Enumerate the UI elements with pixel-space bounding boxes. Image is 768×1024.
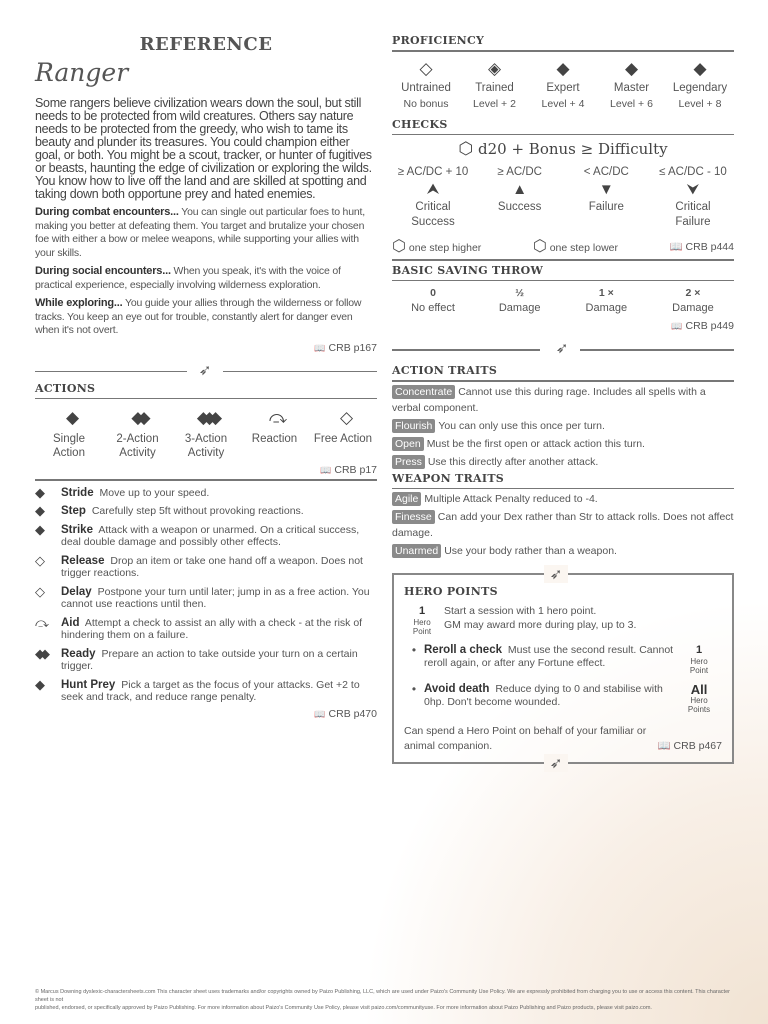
social-paragraph: During social encounters... When you speak, it's with the voice of practical experience, especially involving wilderness exploration. — [35, 265, 341, 291]
hero-reroll: • Reroll a check Must use the second result. Cannot reroll again, or after any Fortune effect. 1 Hero Point — [404, 644, 722, 675]
right-column — [392, 34, 734, 772]
bow-arrow-icon: ➶ — [544, 754, 568, 772]
book-icon: 📖 — [314, 342, 326, 353]
actions-crb: 📖 CRB p17 — [320, 464, 377, 476]
section-divider — [392, 342, 734, 356]
trait-tag: Agile — [392, 492, 421, 506]
action-delay: ◇ Delay Postpone your turn until later; jump in as a free action. You cannot use reactions until then. — [35, 583, 370, 610]
action-type-two: ◆◆ 2-Action Activity — [104, 407, 172, 460]
crb-reference: 📖 CRB p167 — [314, 341, 377, 354]
action-ready: ◆◆ Ready Prepare an action to take outside your turn on a certain trigger. — [35, 645, 358, 672]
d20-down-icon: ⬡ — [532, 238, 547, 255]
action-aid: ⤼ Aid Attempt a check to assist an ally with a check - at the risk of hindering them on a failure. — [35, 614, 363, 641]
proficiency-untrained: ◇ Untrained No bonus — [392, 58, 460, 110]
class-name: Ranger — [35, 58, 129, 87]
bow-arrow-icon: ➶ — [544, 565, 568, 583]
reaction-icon: ⤼ — [268, 408, 281, 427]
book-icon: 📖 — [657, 740, 671, 752]
step-down: ⬡ one step lower — [532, 238, 618, 255]
book-icon: 📖 — [671, 321, 683, 331]
step-row — [392, 236, 734, 256]
bullet-icon: • — [411, 643, 417, 657]
trait-tag: Flourish — [392, 419, 435, 433]
trait-tag: Concentrate — [392, 385, 455, 399]
book-icon: 📖 — [314, 708, 326, 719]
action-type-single: ◆ Single Action — [35, 407, 103, 460]
hero-point-badge: All Hero Points — [687, 682, 711, 714]
checks-rule — [392, 134, 734, 136]
trait-tag: Unarmed — [392, 544, 441, 558]
class-intro: Some rangers believe civilization wears down the soul, but still needs to be protected from wild creatures. Others say nature needs to be protected from the greedy, who wish to tame its beauty and plunder its treasures. You could champion either goal, or both. You might be a scout, tracker, or hunter of fugitives or beasts, haunting the edge of civilization or exploring the wilds. You know how to live off the land and are skilled at spotting and taking down both opportune prey and hated enemies. — [35, 96, 372, 201]
hero-familiar-row: Can spend a Hero Point on behalf of your familiar or animal companion. 📖 CRB p467 — [404, 725, 722, 752]
checks-heading: CHECKS — [392, 117, 448, 131]
left-column — [35, 34, 377, 720]
single-action-icon: ◆ — [65, 408, 73, 427]
untrained-icon: ◇ — [419, 58, 433, 78]
hero-avoid-death: • Avoid death Reduce dying to 0 and stabilise with 0hp. Don't become wounded. All Hero Points — [404, 683, 722, 714]
actions-rule — [35, 398, 377, 400]
action-type-three: ◆◆◆ 3-Action Activity — [172, 407, 240, 460]
trait-tag: Finesse — [392, 510, 435, 524]
action-traits-rule — [392, 380, 734, 382]
hero-point-badge: 1 Hero Point — [689, 644, 709, 675]
actions-list-rule — [35, 479, 377, 481]
saving-crb: 📖 CRB p449 — [671, 320, 734, 332]
social-lead: During social encounters... — [35, 265, 171, 277]
trait-press: Press Use this directly after another attack. — [392, 454, 734, 470]
save-double: 2 × Damage — [672, 287, 714, 314]
combat-lead: During combat encounters... — [35, 206, 179, 218]
three-action-icon: ◆◆◆ — [196, 408, 216, 427]
book-icon: 📖 — [320, 465, 332, 475]
legendary-icon: ◆ — [693, 58, 707, 78]
proficiency-levels — [392, 58, 734, 110]
critical-success-icon: ⮝ — [426, 181, 440, 198]
two-action-icon: ◆◆ — [35, 645, 45, 661]
weapon-traits-rule — [392, 488, 734, 490]
bow-arrow-icon: ➶ — [555, 340, 569, 357]
saving-top-rule — [392, 259, 734, 261]
expert-icon: ◆ — [556, 58, 570, 78]
hero-crb: 📖 CRB p467 — [657, 740, 722, 752]
d20-up-icon: ⬡ — [392, 238, 406, 255]
master-icon: ◆ — [624, 58, 639, 78]
footer-legal: © Marcus Downing dyslexic-charactersheets.com This character sheet uses trademarks and/or copyrights owned by Paizo Publishing, LLC, which are used under Paizo's Community Use Policy. We are expressly prohibited from charging you to use or access this content. This character sheet is not published, endorsed, or specifically approved by Paizo Publishing. For more information about Paizo's Community Use Policy, please visit paizo.com/communityuse. For more information about Paizo Publishing and Paizo products, please visit paizo.com. — [35, 989, 730, 1011]
check-critical-failure: ≤ AC/DC - 10 ⮟ Critical Failure — [652, 165, 734, 230]
bow-arrow-icon: ➶ — [198, 361, 212, 379]
save-full: 1 × Damage — [585, 287, 628, 314]
action-stride: ◆ Stride Move up to your speed. — [35, 484, 210, 500]
free-action-icon: ◇ — [35, 552, 40, 568]
hero-points-start: 1 Hero Point Start a session with 1 hero point. GM may award more during play, up to 3. — [404, 604, 722, 636]
single-action-icon: ◆ — [35, 503, 40, 518]
combat-paragraph: During combat encounters... You can single out particular foes to hunt, making you better at defeating them. You target and brutalize your chosen foe with either a bow or melee weapons, while supporting your allies with your skills. — [35, 206, 365, 259]
single-action-icon: ◆ — [35, 484, 40, 500]
reference-title: REFERENCE — [139, 34, 273, 55]
exploring-lead: While exploring... — [35, 297, 123, 309]
proficiency-legendary: ◆ Legendary Level + 8 — [666, 58, 734, 110]
section-divider — [35, 361, 377, 379]
book-icon: 📖 — [669, 240, 683, 253]
check-results — [392, 165, 734, 230]
exploring-paragraph: While exploring... You guide your allies through the wilderness or follow tracks. You keep an eye out for trouble, constantly alert for danger even when it's not overt. — [35, 297, 362, 336]
proficiency-rule — [392, 50, 734, 52]
trait-finesse: Finesse Can add your Dex rather than Str to attack rolls. Does not affect damage. — [392, 511, 734, 539]
proficiency-expert: ◆ Expert Level + 4 — [529, 58, 597, 110]
actions-heading: ACTIONS — [35, 381, 96, 395]
action-traits-heading: ACTION TRAITS — [392, 364, 498, 377]
hero-points-heading: HERO POINTS — [404, 585, 498, 598]
two-action-icon: ◆◆ — [131, 408, 144, 427]
action-release: ◇ Release Drop an item or take one hand off a weapon. Does not trigger reactions. — [35, 552, 363, 579]
bullet-icon: • — [411, 682, 417, 696]
saving-columns — [392, 286, 734, 316]
weapon-traits-heading: WEAPON TRAITS — [392, 471, 505, 485]
d20-icon: ⬡ — [458, 139, 474, 159]
hero-points-box — [392, 566, 734, 772]
trait-agile: Agile Multiple Attack Penalty reduced to -4. — [392, 491, 734, 507]
hero-point-badge: 1 Hero Point — [412, 605, 432, 636]
saving-heading: BASIC SAVING THROW — [392, 263, 544, 277]
free-action-icon: ◇ — [35, 583, 40, 599]
single-action-icon: ◆ — [35, 521, 40, 537]
failure-icon: ▼ — [598, 181, 614, 198]
proficiency-trained: ◈ Trained Level + 2 — [461, 58, 529, 110]
success-icon: ▲ — [512, 181, 528, 198]
action-types — [35, 407, 377, 460]
single-action-icon: ◆ — [35, 676, 40, 692]
action-strike: ◆ Strike Attack with a weapon or unarmed. On a critical success, deal double damage and possibly other effects. — [35, 521, 360, 548]
trait-tag: Open — [392, 437, 424, 451]
action-step: ◆ Step Carefully step 5ft without provoking reactions. — [35, 503, 304, 518]
action-hunt-prey: ◆ Hunt Prey Pick a target as the focus of your attacks. Get +2 to seek and track, and reduce range penalty. — [35, 676, 360, 703]
save-no-effect: 0 No effect — [411, 287, 455, 314]
proficiency-master: ◆ Master Level + 6 — [598, 58, 666, 110]
free-action-icon: ◇ — [339, 408, 347, 427]
trait-tag: Press — [392, 455, 425, 469]
check-failure: < AC/DC ▼ Failure — [565, 165, 647, 230]
trait-concentrate: Concentrate Cannot use this during rage. Includes all spells with a verbal component. — [392, 385, 706, 414]
checks-crb: 📖 CRB p444 — [669, 240, 734, 253]
action-type-free: ◇ Free Action — [309, 407, 377, 460]
save-half: ½ Damage — [498, 287, 541, 314]
check-success: ≥ AC/DC ▲ Success — [479, 165, 561, 230]
check-critical-success: ≥ AC/DC + 10 ⮝ Critical Success — [392, 165, 474, 230]
saving-rule — [392, 280, 734, 282]
check-formula: ⬡ d20 + Bonus ≥ Difficulty — [458, 139, 668, 159]
trait-flourish: Flourish You can only use this once per turn. — [392, 418, 734, 434]
reaction-icon: ⤼ — [35, 614, 44, 630]
actions-list-crb: 📖 CRB p470 — [314, 707, 377, 720]
proficiency-heading: PROFICIENCY — [392, 34, 485, 47]
trait-unarmed: Unarmed Use your body rather than a weapon. — [392, 543, 734, 559]
step-up: ⬡ one step higher — [392, 238, 482, 255]
action-type-reaction: ⤼ Reaction — [241, 407, 309, 460]
trait-open: Open Must be the first open or attack action this turn. — [392, 436, 734, 452]
trained-icon: ◈ — [487, 58, 502, 78]
critical-failure-icon: ⮟ — [686, 181, 700, 198]
